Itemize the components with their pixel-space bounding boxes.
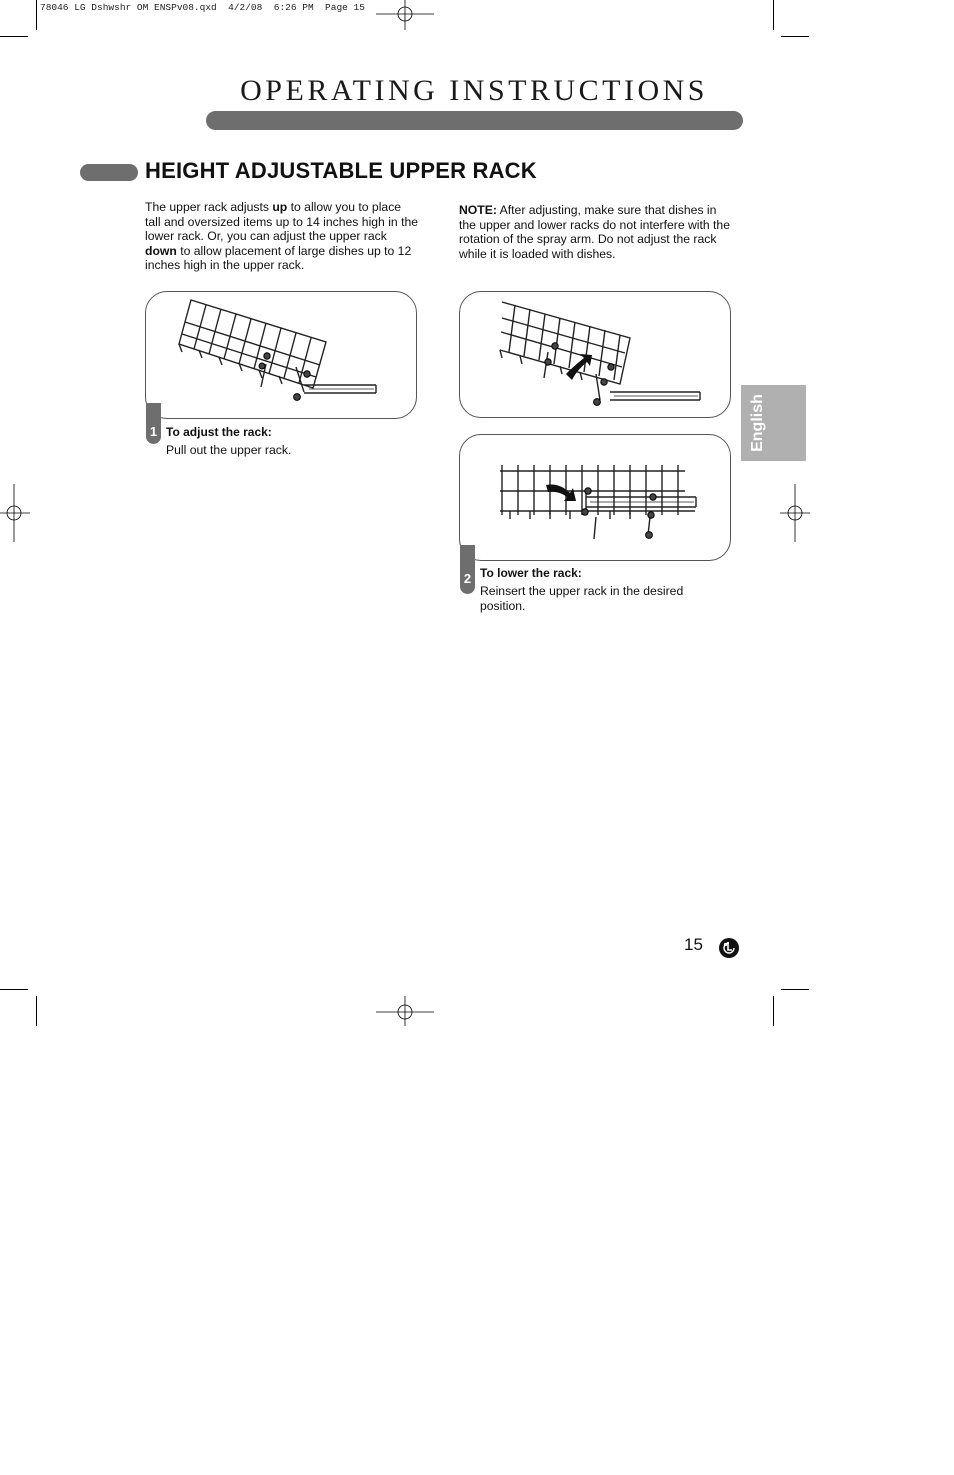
intro-paragraph: The upper rack adjusts up to allow you to place tall and oversized items up to 14 inches high in the lower rack. Or, you can adjust the upper rack down to allow placement of large dishes up to 12 inches high in the upper rack.	[145, 200, 419, 273]
figure-lower-rack	[459, 434, 731, 561]
rack-illustration-2	[460, 292, 730, 417]
language-tab-label: English	[749, 394, 766, 452]
section-pill	[80, 164, 138, 181]
lg-logo-icon	[718, 937, 740, 959]
header-title: OPERATING INSTRUCTIONS	[240, 74, 708, 107]
rack-illustration-1	[146, 292, 416, 418]
rack-illustration-3	[460, 435, 730, 560]
figure-pull-out-rack	[145, 291, 417, 419]
step-2-text: Reinsert the upper rack in the desired position.	[480, 584, 684, 613]
header-bar	[206, 111, 743, 130]
print-slug: 78046 LG Dshwshr OM ENSPv08.qxd 4/2/08 6:26 PM Page 15	[40, 2, 365, 13]
note-paragraph: NOTE: After adjusting, make sure that dishes in the upper and lower racks do not interfere with the rotation of the spray arm. Do not adjust the rack while it is loaded with dishes.	[459, 203, 730, 261]
registration-mark	[0, 484, 30, 542]
figure-lift-rack	[459, 291, 731, 418]
registration-mark	[376, 0, 434, 30]
page-number: 15	[684, 935, 703, 954]
step-2-number: 2	[460, 545, 475, 594]
registration-mark	[780, 484, 810, 542]
step-2-label: To lower the rack:	[480, 566, 582, 580]
step-1-text: Pull out the upper rack.	[166, 443, 292, 457]
registration-mark	[376, 996, 434, 1026]
section-title: HEIGHT ADJUSTABLE UPPER RACK	[145, 158, 537, 183]
step-1-label: To adjust the rack:	[166, 425, 272, 439]
step-1-number: 1	[146, 403, 161, 444]
